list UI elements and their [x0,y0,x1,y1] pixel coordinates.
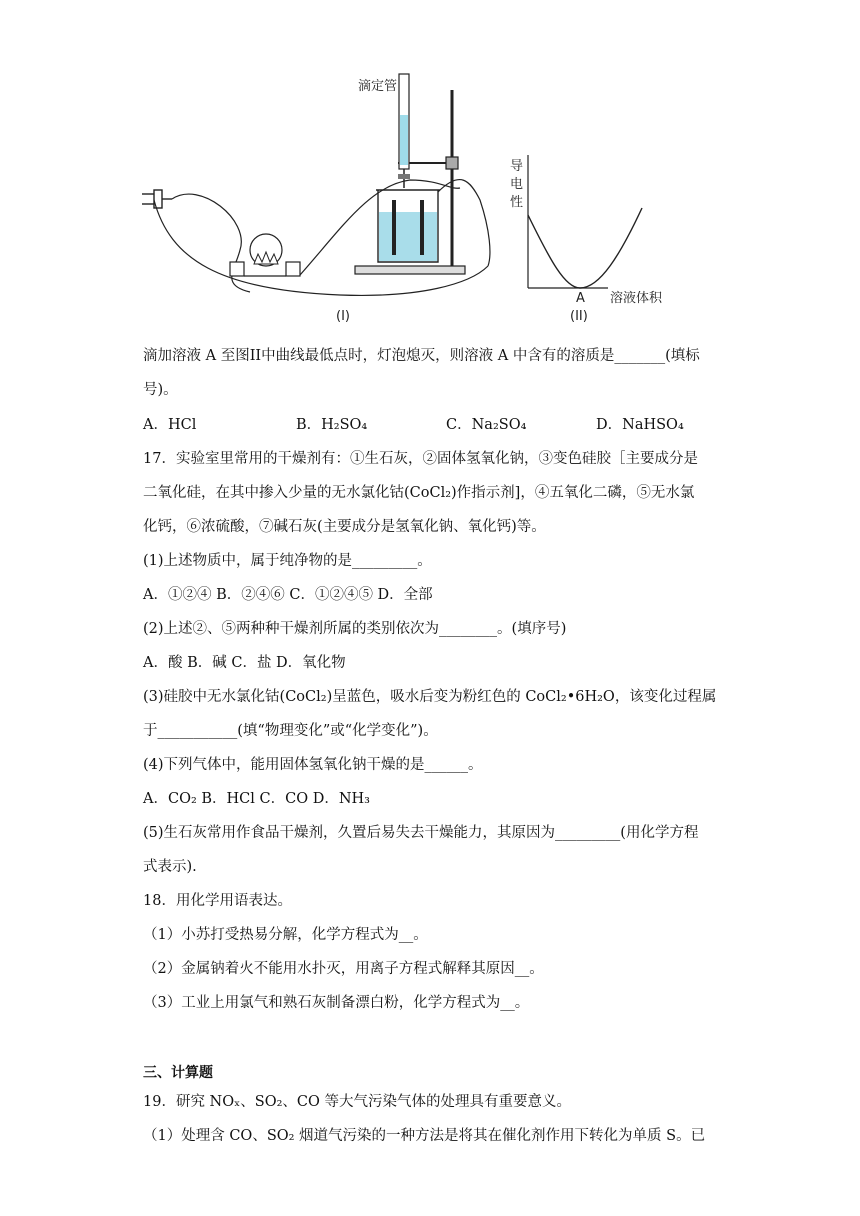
q16-line-2: 号)。 [143,382,178,398]
q17-line-1: 17．实验室里常用的干燥剂有：①生石灰，②固体氢氧化钠，③变色硅胶［主要成分是 [143,451,698,467]
q17-line-3: 化钙，⑥浓硫酸，⑦碱石灰(主要成分是氢氧化钠、氧化钙)等。 [143,519,546,535]
q18-sub-3: （3）工业上用氯气和熟石灰制备漂白粉，化学方程式为__。 [143,995,530,1011]
axis-y-char-2: 电 [510,177,524,192]
q16-line-1: 滴加溶液 A 至图II中曲线最低点时，灯泡熄灭，则溶液 A 中含有的溶质是_______(填标 [143,348,700,364]
q19-line-1: 19．研究 NOₓ、SO₂、CO 等大气污染气体的处理具有重要意义。 [143,1094,572,1110]
caption-2: (II) [570,309,588,324]
conductivity-graph [510,155,663,324]
beaker-icon [376,190,440,262]
q17-part-1-options: A．①②④ B．②④⑥ C．①②④⑤ D．全部 [143,587,433,603]
wire-right [438,180,490,266]
q17-part-3-line-2: 于___________(填“物理变化”或“化学变化”)。 [143,723,438,739]
q16-option-a: A．HCl [143,417,197,433]
q17-part-4-options: A．CO₂ B．HCl C．CO D．NH₃ [143,791,370,807]
q17-part-5-line-1: (5)生石灰常用作食品干燥剂，久置后易失去干燥能力，其原因为_________(用化学方程 [143,825,699,841]
burette-label: 滴定管 [358,79,398,94]
q17-part-4: (4)下列气体中，能用固体氢氧化钠干燥的是______。 [143,757,483,773]
q17-part-3-line-1: (3)硅胶中无水氯化钴(CoCl₂)呈蓝色，吸水后变为粉红色的 CoCl₂•6H₂O，该变化过程属 [143,689,717,705]
experiment-figure [140,70,720,330]
point-a-label: A [576,291,585,306]
q18-title: 18．用化学用语表达。 [143,893,292,909]
q17-line-2: 二氧化硅，在其中掺入少量的无水氯化钴(CoCl₂)作指示剂]，④五氧化二磷，⑤无水氯 [143,485,695,501]
q17-part-5-line-2: 式表示). [143,859,197,875]
burette-icon [398,74,410,188]
q17-part-1: (1)上述物质中，属于纯净物的是_________。 [143,553,432,569]
section-heading: 三、计算题 [143,1065,213,1081]
axis-y-char-1: 导 [510,159,524,174]
q16-option-d: D．NaHSO₄ [596,417,684,433]
lamp-icon [230,234,300,276]
q17-part-2-options: A．酸 B．碱 C．盐 D．氧化物 [143,655,346,671]
axis-x-label: 溶液体积 [610,291,663,306]
q16-option-b: B．H₂SO₄ [296,417,368,433]
axis-y-char-3: 性 [510,195,524,210]
wire-left [172,194,250,292]
plug-icon [142,190,172,208]
q19-line-2: （1）处理含 CO、SO₂ 烟道气污染的一种方法是将其在催化剂作用下转化为单质 S。已 [143,1128,706,1144]
q18-sub-2: （2）金属钠着火不能用水扑灭，用离子方程式解释其原因__。 [143,961,544,977]
q16-option-c: C．Na₂SO₄ [446,417,527,433]
q18-sub-1: （1）小苏打受热易分解，化学方程式为__。 [143,927,428,943]
q17-part-2: (2)上述②、⑤两种种干燥剂所属的类别依次为________。(填序号) [143,621,567,637]
caption-1: (I) [336,309,350,324]
